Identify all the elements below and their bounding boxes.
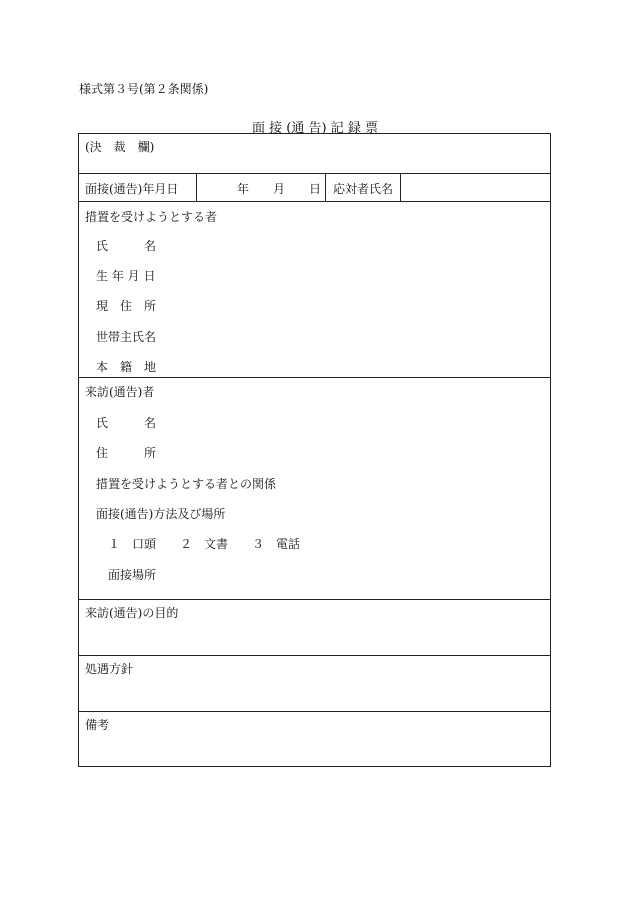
subject-householder-field[interactable]: 世帯主氏名: [96, 330, 157, 344]
form-number: 様式第３号(第２条関係): [79, 82, 209, 96]
interview-place-field[interactable]: 面接場所: [108, 568, 157, 582]
purpose-label: 来訪(通告)の目的: [85, 606, 179, 620]
visitor-relationship-field[interactable]: 措置を受けようとする者との関係: [96, 477, 277, 491]
subject-heading: 措置を受けようとする者: [85, 210, 218, 224]
interview-method-field: 面接(通告)方法及び場所: [96, 507, 226, 521]
interview-date-label: 面接(通告)年月日: [85, 182, 179, 196]
approval-row: [79, 134, 550, 174]
interview-date-value[interactable]: 年 月 日: [237, 182, 322, 196]
interview-row: [79, 174, 550, 202]
visitor-name-field[interactable]: 氏 名: [96, 416, 157, 430]
remarks-label: 備考: [85, 718, 110, 732]
policy-label: 処遇方針: [85, 662, 134, 676]
subject-section: [79, 202, 550, 378]
remarks-section[interactable]: [79, 712, 550, 766]
divider: [196, 174, 197, 201]
divider: [400, 174, 401, 201]
visitor-heading: 来訪(通告)者: [85, 385, 155, 399]
subject-address-field[interactable]: 現 住 所: [96, 299, 157, 313]
record-form-table: [78, 133, 551, 767]
visitor-address-field[interactable]: 住 所: [96, 446, 157, 460]
approval-label: (決 裁 欄): [85, 140, 155, 154]
subject-birthdate-field[interactable]: 生 年 月 日: [96, 269, 156, 283]
purpose-section[interactable]: [79, 600, 550, 656]
visitor-section: [79, 378, 550, 600]
policy-section[interactable]: [79, 656, 550, 712]
subject-name-field[interactable]: 氏 名: [96, 239, 157, 253]
document-title: 面 接 (通 告) 記 録 票: [252, 121, 378, 136]
respondent-label: 応対者氏名: [333, 182, 394, 196]
subject-domicile-field[interactable]: 本 籍 地: [96, 360, 157, 374]
divider: [325, 174, 326, 201]
interview-method-options[interactable]: １ 口頭 ２ 文書 ３ 電話: [108, 537, 301, 551]
